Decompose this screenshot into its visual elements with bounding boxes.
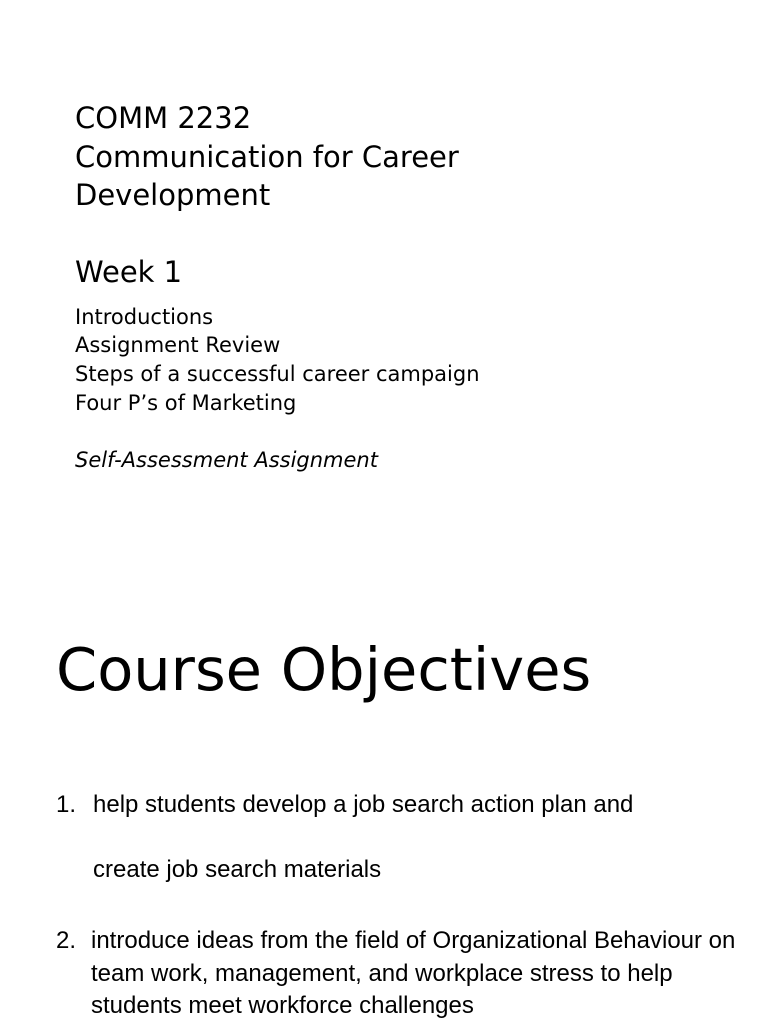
week-heading: Week 1 xyxy=(75,254,183,289)
objective-text: help students develop a job search action plan and create job search materials xyxy=(93,791,634,883)
objectives-list xyxy=(56,786,746,1023)
course-code: COMM 2232 xyxy=(75,101,252,135)
objective-item xyxy=(56,925,746,1023)
objective-item xyxy=(56,772,746,902)
agenda-item: Steps of a successful career campaign xyxy=(75,361,480,386)
assignment-title: Self-Assessment Assignment xyxy=(75,448,378,473)
objective-number: 1. xyxy=(56,791,77,818)
agenda-list xyxy=(75,303,715,418)
week-overview-slide xyxy=(75,99,715,475)
agenda-item: Introductions xyxy=(75,304,214,329)
objective-number: 2. xyxy=(56,927,77,954)
objective-text: introduce ideas from the field of Organizational Behaviour on team work, management, and workplace stress to help students meet workforce challenges xyxy=(91,927,736,1019)
agenda-item: Assignment Review xyxy=(75,333,281,358)
agenda-item: Four P’s of Marketing xyxy=(75,390,297,415)
course-objectives-title: Course Objectives xyxy=(56,635,592,704)
course-title: Communication for Career Development xyxy=(75,139,459,212)
